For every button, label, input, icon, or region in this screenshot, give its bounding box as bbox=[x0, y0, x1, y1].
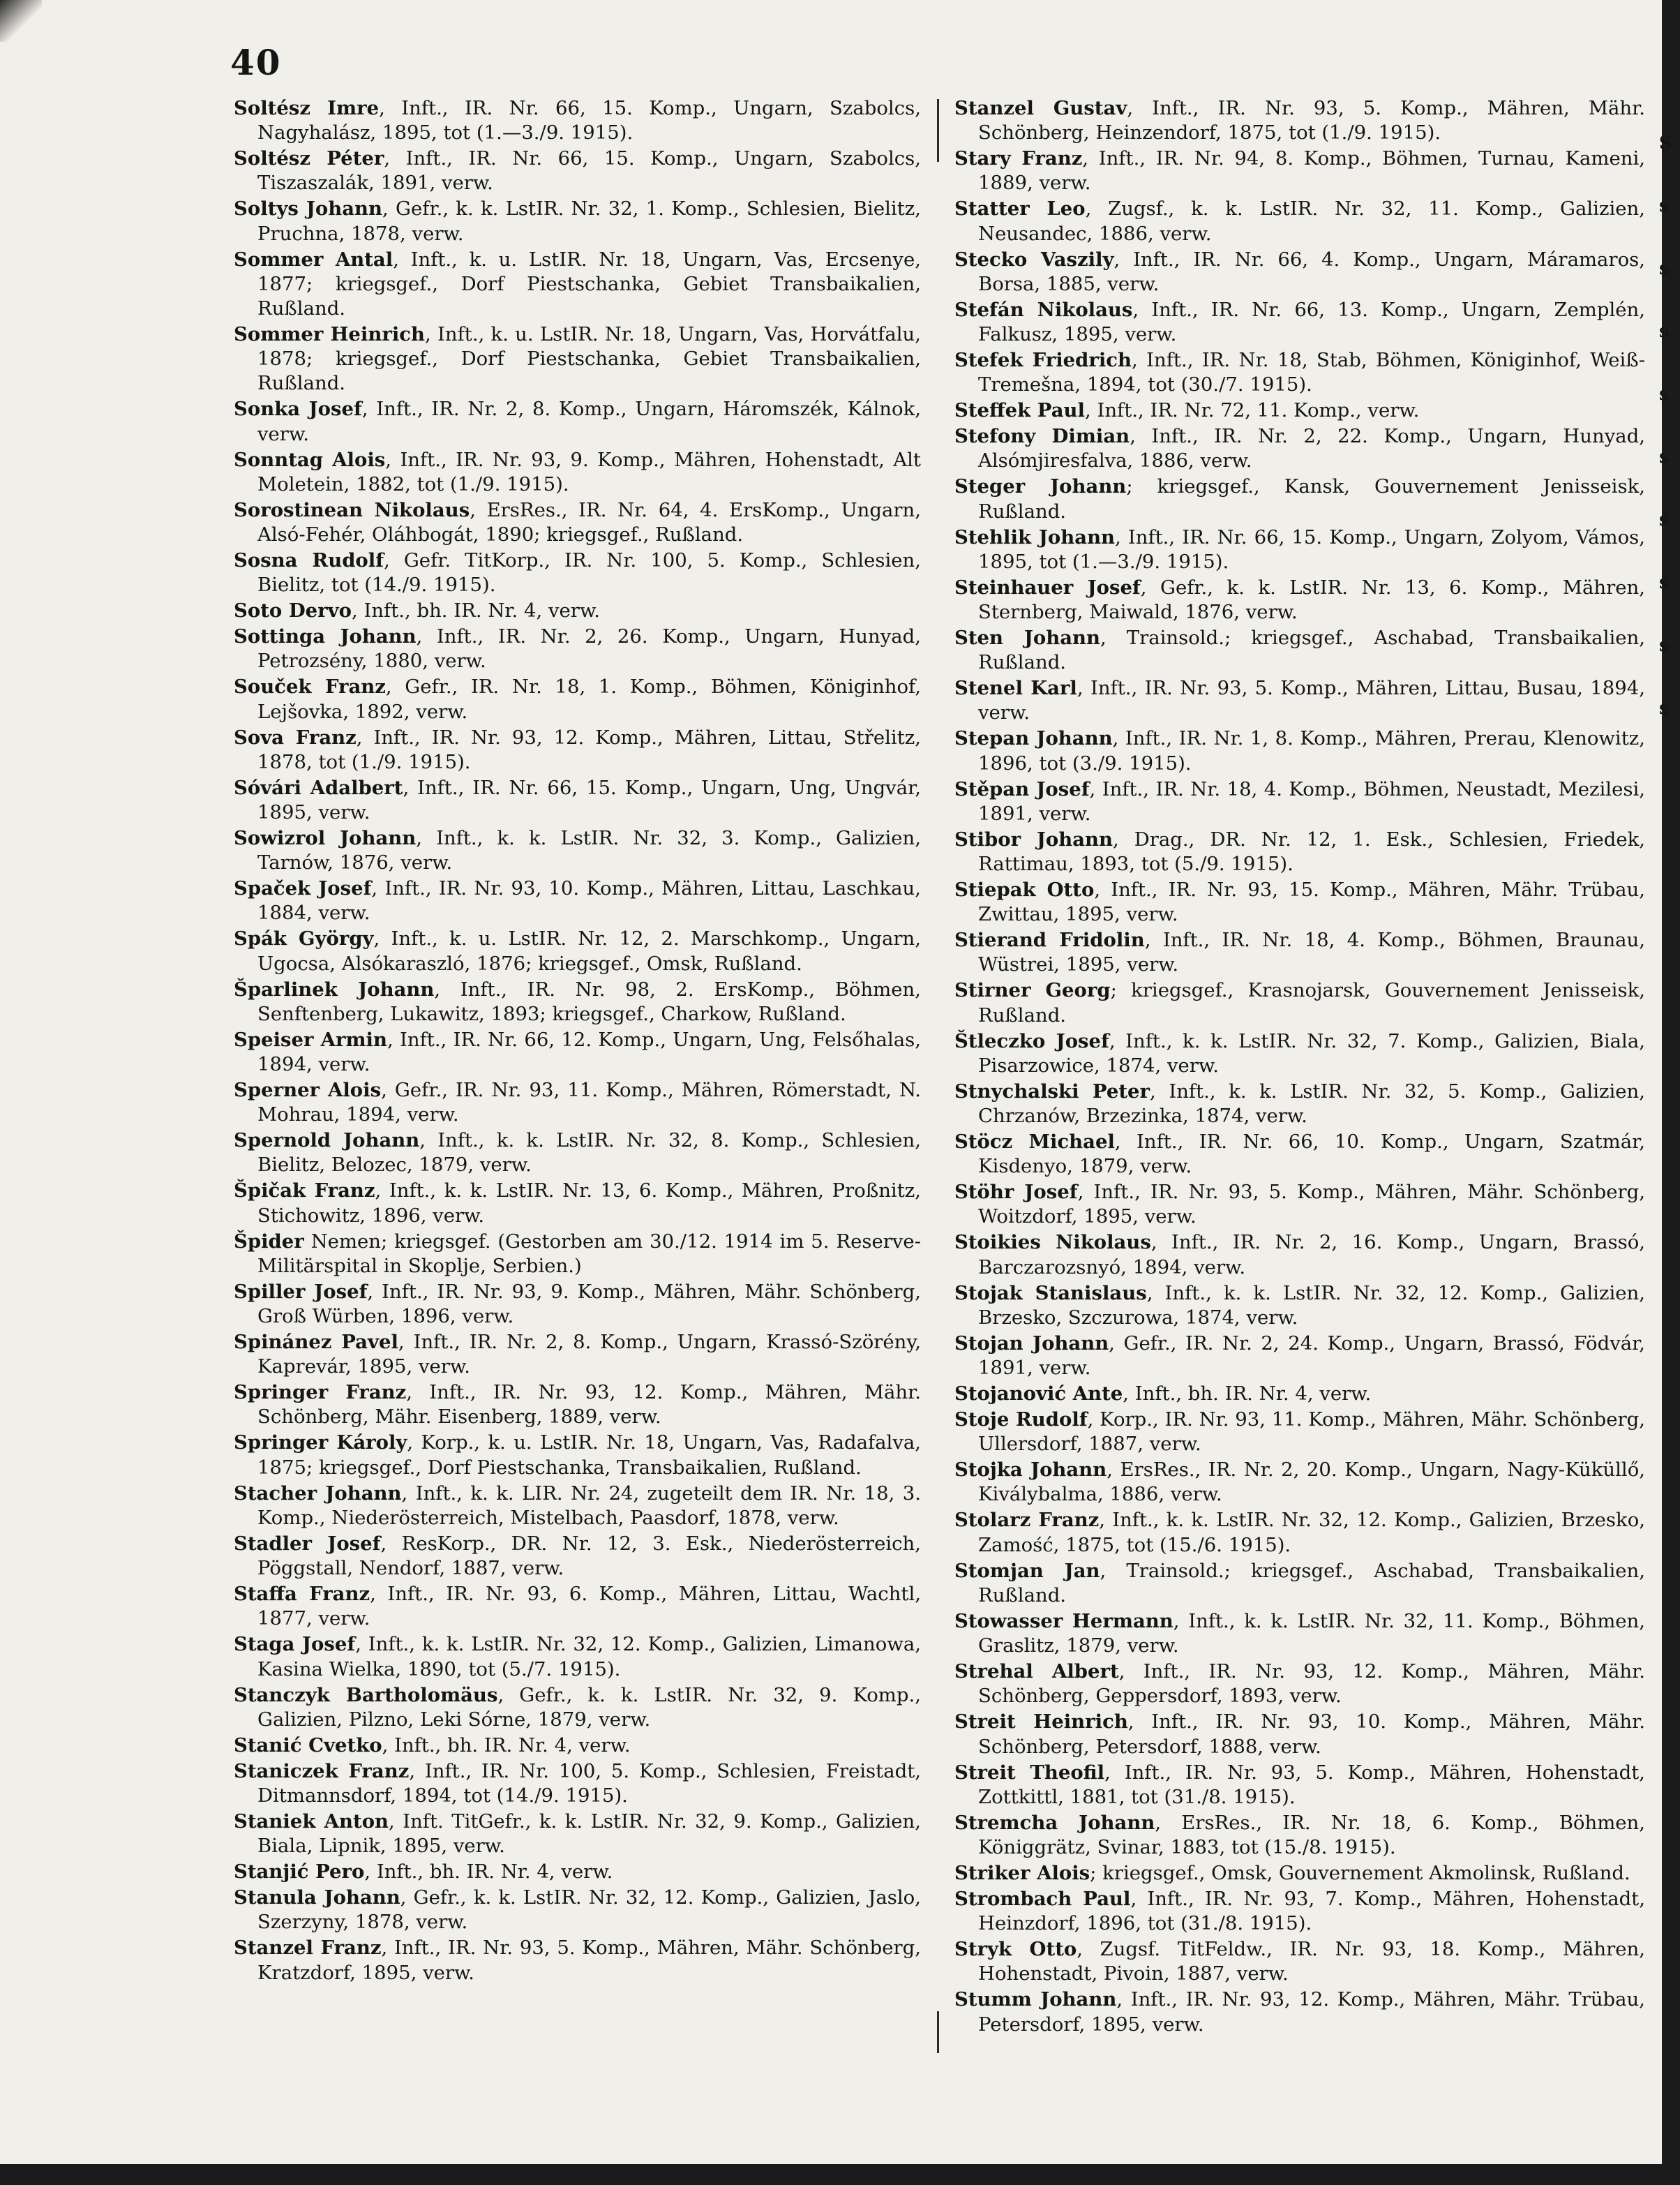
entry-details: , Inft., IR. Nr. 2, 26. Komp., Ungarn, Hunyad, Petrozsény, 1880, verw. bbox=[257, 625, 921, 673]
edge-letter: s bbox=[1659, 572, 1670, 593]
list-item bbox=[954, 726, 1645, 775]
entry-details: , ResKorp., DR. Nr. 12, 3. Esk., Niederösterreich, Pöggstall, Nendorf, 1887, verw. bbox=[257, 1532, 921, 1580]
list-item bbox=[954, 1332, 1645, 1380]
entry-name: Sperner Alois bbox=[234, 1079, 382, 1102]
entry-details: , Inft., IR. Nr. 93, 10. Komp., Mähren, Mähr. Schönberg, Petersdorf, 1888, verw. bbox=[978, 1710, 1645, 1758]
entry-name: Stefek Friedrich bbox=[954, 349, 1132, 372]
list-item bbox=[234, 978, 921, 1027]
entry-name: Špider bbox=[234, 1230, 304, 1253]
entry-name: Spiller Josef bbox=[234, 1280, 368, 1303]
entry-name: Springer Franz bbox=[234, 1381, 407, 1404]
entry-details: , Inft., IR. Nr. 94, 8. Komp., Böhmen, Turnau, Kameni, 1889, verw. bbox=[978, 147, 1645, 195]
entry-name: Stefony Dimian bbox=[954, 425, 1130, 448]
entry-name: Sorostinean Nikolaus bbox=[234, 498, 470, 521]
list-item bbox=[234, 1683, 921, 1732]
entry-name: Spinánez Pavel bbox=[234, 1331, 398, 1354]
entry-name: Staniek Anton bbox=[234, 1810, 389, 1833]
list-item bbox=[234, 1028, 921, 1077]
entry-details: , Inft., IR. Nr. 1, 8. Komp., Mähren, Prerau, Klenowitz, 1896, tot (3./9. 1915). bbox=[978, 727, 1646, 775]
entry-name: Statter Leo bbox=[954, 197, 1086, 221]
edge-letter: s bbox=[1659, 698, 1670, 719]
entry-details: , Inft., IR. Nr. 2, 8. Komp., Ungarn, Krassó-Szörény, Kaprevár, 1895, verw. bbox=[257, 1331, 922, 1378]
entry-name: Strombach Paul bbox=[954, 1887, 1131, 1910]
edge-letter: s bbox=[1659, 509, 1670, 530]
list-item bbox=[234, 877, 921, 925]
entry-details: , Inft., k. k. LstIR. Nr. 32, 12. Komp., Galizien, Brzesko, Zamość, 1875, tot (15./6. 1915). bbox=[978, 1509, 1645, 1556]
list-item bbox=[234, 1759, 921, 1808]
entry-details: , Inft., IR. Nr. 66, 13. Komp., Ungarn, Zemplén, Falkusz, 1895, verw. bbox=[978, 298, 1646, 346]
list-item bbox=[234, 448, 921, 497]
entry-details: , Inft., IR. Nr. 93, 10. Komp., Mähren, Littau, Laschkau, 1884, verw. bbox=[257, 877, 921, 925]
entry-details: , Inft., IR. Nr. 93, 12. Komp., Mähren, Mähr. Schönberg, Mähr. Eisenberg, 1889, verw. bbox=[257, 1381, 921, 1429]
list-item bbox=[234, 1860, 921, 1884]
list-item bbox=[954, 147, 1645, 195]
entry-name: Steffek Paul bbox=[954, 399, 1085, 422]
list-item bbox=[954, 1080, 1645, 1128]
entry-details: , Inft., k. k. LstIR. Nr. 32, 3. Komp., Galizien, Tarnów, 1876, verw. bbox=[257, 827, 921, 874]
list-item bbox=[234, 599, 921, 623]
list-item bbox=[234, 397, 921, 446]
list-item bbox=[954, 626, 1645, 675]
entry-name: Soltész Imre bbox=[234, 97, 380, 119]
list-item bbox=[234, 1886, 921, 1934]
list-item bbox=[954, 1937, 1645, 1986]
entry-name: Sosna Rudolf bbox=[234, 549, 384, 572]
list-item bbox=[954, 1408, 1645, 1456]
entry-details: , Inft., bh. IR. Nr. 4, verw. bbox=[364, 1860, 613, 1884]
page-number: 40 bbox=[230, 42, 282, 83]
list-item bbox=[954, 1508, 1645, 1557]
edge-letter: s bbox=[1659, 321, 1670, 342]
entry-name: Spernold Johann bbox=[234, 1129, 420, 1152]
entry-name: Spaček Josef bbox=[234, 877, 372, 900]
list-item bbox=[954, 1559, 1645, 1608]
list-item bbox=[234, 927, 921, 976]
entry-name: Stojka Johann bbox=[954, 1459, 1107, 1482]
list-item bbox=[954, 676, 1645, 725]
entry-details: , Inft., k. u. LstIR. Nr. 18, Ungarn, Vas, Ercsenye, 1877; kriegsgef., Dorf Piestschanka, Gebiet Transbaikalien, Rußland. bbox=[257, 248, 921, 320]
entry-name: Soto Dervo bbox=[234, 599, 352, 622]
list-item bbox=[954, 1710, 1645, 1759]
entry-details: , Inft., k. k. LstIR. Nr. 32, 7. Komp., Galizien, Biala, Pisarzowice, 1874, verw. bbox=[978, 1029, 1645, 1077]
entry-name: Špičak Franz bbox=[234, 1179, 375, 1202]
entry-name: Sonka Josef bbox=[234, 398, 362, 421]
entry-details: , Inft., IR. Nr. 93, 5. Komp., Mähren, Hohenstadt, Zottkittl, 1881, tot (31./8. 1915). bbox=[978, 1761, 1645, 1808]
list-item bbox=[234, 1179, 921, 1228]
entry-name: Stöhr Josef bbox=[954, 1181, 1078, 1204]
entry-name: Štleczko Josef bbox=[954, 1029, 1109, 1052]
list-item bbox=[234, 1078, 921, 1127]
entry-name: Sowizrol Johann bbox=[234, 827, 417, 850]
entry-name: Sova Franz bbox=[234, 726, 357, 749]
entry-details: , Gefr., IR. Nr. 2, 24. Komp., Ungarn, Brassó, Födvár, 1891, verw. bbox=[978, 1332, 1645, 1380]
entry-name: Stryk Otto bbox=[954, 1938, 1077, 1961]
entry-details: , Inft., bh. IR. Nr. 4, verw. bbox=[1123, 1382, 1372, 1405]
list-item bbox=[234, 1810, 921, 1858]
list-item bbox=[954, 878, 1645, 927]
entry-details: , Inft., bh. IR. Nr. 4, verw. bbox=[382, 1733, 631, 1757]
list-item bbox=[954, 96, 1645, 145]
list-item bbox=[954, 398, 1645, 423]
list-item bbox=[954, 928, 1645, 977]
entry-details: ; kriegsgef., Omsk, Gouvernement Akmolinsk, Rußland. bbox=[1090, 1861, 1630, 1884]
left-column bbox=[234, 96, 921, 1987]
list-item bbox=[234, 1380, 921, 1429]
entry-name: Stanić Cvetko bbox=[234, 1733, 382, 1757]
entry-name: Striker Alois bbox=[954, 1861, 1090, 1884]
entry-name: Stadler Josef bbox=[234, 1532, 381, 1555]
list-item bbox=[234, 147, 921, 195]
entry-name: Stanzel Franz bbox=[234, 1937, 382, 1960]
list-item bbox=[234, 826, 921, 875]
list-item bbox=[234, 776, 921, 825]
list-item bbox=[234, 625, 921, 673]
entry-name: Stěpan Josef bbox=[954, 777, 1090, 800]
entry-name: Stacher Johann bbox=[234, 1482, 402, 1505]
list-item bbox=[234, 1733, 921, 1758]
list-item bbox=[954, 1458, 1645, 1507]
entry-name: Stojanović Ante bbox=[954, 1382, 1123, 1405]
entry-details: , Zugsf., k. k. LstIR. Nr. 32, 11. Komp., Galizien, Neusandec, 1886, verw. bbox=[978, 197, 1645, 245]
entry-name: Stirner Georg bbox=[954, 979, 1111, 1002]
list-item bbox=[234, 322, 921, 396]
entry-details: , Inft., IR. Nr. 93, 9. Komp., Mähren, Mähr. Schönberg, Groß Würben, 1896, verw. bbox=[257, 1280, 921, 1328]
list-item bbox=[234, 1431, 921, 1479]
entry-details: , Inft., IR. Nr. 93, 15. Komp., Mähren, Mähr. Trübau, Zwittau, 1895, verw. bbox=[978, 879, 1645, 926]
entry-name: Stowasser Hermann bbox=[954, 1609, 1173, 1632]
entry-details: , Inft., IR. Nr. 93, 12. Komp., Mähren, Littau, Střelitz, 1878, tot (1./9. 1915). bbox=[257, 726, 921, 773]
list-item bbox=[234, 197, 921, 246]
entry-name: Stoje Rudolf bbox=[954, 1408, 1088, 1431]
entry-name: Stoikies Nikolaus bbox=[954, 1231, 1151, 1254]
entry-name: Sonntag Alois bbox=[234, 448, 386, 471]
entry-details: , Inft., IR. Nr. 2, 8. Komp., Ungarn, Háromszék, Kálnok, verw. bbox=[257, 398, 921, 445]
entry-name: Springer Károly bbox=[234, 1431, 407, 1454]
list-item bbox=[954, 424, 1645, 473]
entry-name: Stary Franz bbox=[954, 147, 1083, 170]
list-item bbox=[954, 525, 1645, 574]
entry-details: , Inft., k. u. LstIR. Nr. 12, 2. Marschkomp., Ungarn, Ugocsa, Alsókaraszló, 1876; kriegsgef., Omsk, Rußland. bbox=[257, 927, 921, 975]
list-item bbox=[954, 828, 1645, 877]
right-column bbox=[954, 96, 1645, 2038]
entry-details: , Inft., IR. Nr. 66, 15. Komp., Ungarn, Zolyom, Vámos, 1895, tot (1.—3./9. 1915). bbox=[978, 525, 1645, 573]
entry-name: Stojan Johann bbox=[954, 1332, 1109, 1355]
entry-details: , Inft., IR. Nr. 66, 15. Komp., Ungarn, Szabolcs, Nagyhalász, 1895, tot (1.—3./9. 1915). bbox=[257, 97, 921, 144]
entry-details: , Inft., bh. IR. Nr. 4, verw. bbox=[351, 599, 600, 622]
entry-name: Stierand Fridolin bbox=[954, 929, 1145, 952]
entry-details: , Inft., IR. Nr. 2, 16. Komp., Ungarn, Brassó, Barczarozsnyó, 1894, verw. bbox=[978, 1231, 1645, 1278]
entry-details: , Inft., IR. Nr. 66, 4. Komp., Ungarn, Máramaros, Borsa, 1885, verw. bbox=[978, 248, 1645, 295]
list-item bbox=[234, 1280, 921, 1329]
list-item bbox=[234, 248, 921, 322]
list-item bbox=[234, 1936, 921, 1985]
list-item bbox=[954, 1180, 1645, 1229]
list-item bbox=[954, 1609, 1645, 1658]
entry-details: , Inft. TitGefr., k. k. LstIR. Nr. 32, 9. Komp., Galizien, Biala, Lipnik, 1895, verw. bbox=[257, 1810, 921, 1858]
list-item bbox=[954, 298, 1645, 347]
list-item bbox=[954, 1761, 1645, 1810]
entry-details: , Inft., IR. Nr. 93, 12. Komp., Mähren, Mähr. Trübau, Petersdorf, 1895, verw. bbox=[978, 1988, 1646, 2036]
entry-details: , Inft., k. k. LstIR. Nr. 32, 12. Komp., Galizien, Brzesko, Szczurowa, 1874, verw. bbox=[978, 1281, 1645, 1329]
list-item bbox=[954, 475, 1645, 523]
entry-name: Soltész Péter bbox=[234, 147, 384, 170]
entry-name: Staniczek Franz bbox=[234, 1759, 410, 1782]
entry-details: , Gefr. TitKorp., IR. Nr. 100, 5. Komp., Schlesien, Bielitz, tot (14./9. 1915). bbox=[257, 549, 921, 597]
list-item bbox=[954, 576, 1645, 625]
entry-name: Steinhauer Josef bbox=[954, 576, 1141, 599]
list-item bbox=[234, 1582, 921, 1631]
entry-name: Spák György bbox=[234, 927, 374, 950]
list-item bbox=[234, 549, 921, 597]
entry-details: , ErsRes., IR. Nr. 2, 20. Komp., Ungarn, Nagy-Küküllő, Kiválybalma, 1886, verw. bbox=[978, 1459, 1645, 1506]
entry-details: , Inft., k. k. LstIR. Nr. 32, 8. Komp., Schlesien, Bielitz, Belozec, 1879, verw. bbox=[257, 1129, 921, 1177]
list-item bbox=[234, 1230, 921, 1278]
entry-details: , Inft., IR. Nr. 93, 6. Komp., Mähren, Littau, Wachtl, 1877, verw. bbox=[257, 1583, 921, 1630]
entry-details: , Inft., IR. Nr. 93, 7. Komp., Mähren, Hohenstadt, Heinzdorf, 1896, tot (31./8. 1915). bbox=[978, 1887, 1645, 1935]
entry-name: Šparlinek Johann bbox=[234, 978, 435, 1001]
entry-name: Stumm Johann bbox=[954, 1988, 1117, 2011]
list-item bbox=[954, 1811, 1645, 1860]
list-item bbox=[234, 1632, 921, 1681]
entry-name: Sten Johann bbox=[954, 627, 1101, 650]
entry-name: Stiepak Otto bbox=[954, 879, 1095, 902]
entry-name: Staffa Franz bbox=[234, 1583, 370, 1606]
entry-details: , Gefr., IR. Nr. 18, 1. Komp., Böhmen, Königinhof, Lejšovka, 1892, verw. bbox=[257, 676, 921, 723]
list-item bbox=[234, 1330, 921, 1379]
entry-details: , Inft., IR. Nr. 18, Stab, Böhmen, Königinhof, Weiß-Tremešna, 1894, tot (30./7. 1915). bbox=[978, 349, 1645, 396]
entry-details: ; kriegsgef., Kansk, Gouvernement Jenisseisk, Rußland. bbox=[978, 475, 1645, 523]
entry-details: , ErsRes., IR. Nr. 64, 4. ErsKomp., Ungarn, Alsó-Fehér, Oláhbogát, 1890; kriegsgef., Rußland. bbox=[257, 498, 921, 546]
list-item bbox=[954, 1887, 1645, 1936]
entry-details: , Gefr., k. k. LstIR. Nr. 32, 12. Komp., Galizien, Jaslo, Szerzyny, 1878, verw. bbox=[257, 1886, 921, 1934]
entry-name: Strehal Albert bbox=[954, 1660, 1119, 1683]
entry-details: , Inft., IR. Nr. 72, 11. Komp., verw. bbox=[1084, 399, 1420, 422]
entry-details: , Korp., IR. Nr. 93, 11. Komp., Mähren, Mähr. Schönberg, Ullersdorf, 1887, verw. bbox=[978, 1408, 1645, 1456]
entry-details: , ErsRes., IR. Nr. 18, 6. Komp., Böhmen, Königgrätz, Svinar, 1883, tot (15./8. 1915). bbox=[978, 1811, 1646, 1858]
entry-name: Streit Heinrich bbox=[954, 1710, 1128, 1733]
entry-name: Stefán Nikolaus bbox=[954, 298, 1133, 321]
list-item bbox=[234, 675, 921, 724]
edge-letter: s bbox=[1659, 635, 1670, 656]
entry-name: Stolarz Franz bbox=[954, 1509, 1100, 1532]
edge-letter: s bbox=[1659, 384, 1670, 405]
list-item bbox=[954, 1861, 1645, 1886]
entry-details: , Gefr., IR. Nr. 93, 11. Komp., Mähren, Römerstadt, N. Mohrau, 1894, verw. bbox=[257, 1079, 921, 1126]
entry-details: , Zugsf. TitFeldw., IR. Nr. 93, 18. Komp., Mähren, Hohenstadt, Pivoin, 1887, verw. bbox=[978, 1938, 1645, 1985]
entry-details: , Inft., k. u. LstIR. Nr. 18, Ungarn, Vas, Horvátfalu, 1878; kriegsgef., Dorf Piestschanka, Gebiet Transbaikalien, Rußland. bbox=[257, 323, 921, 395]
list-item bbox=[954, 1230, 1645, 1279]
list-item bbox=[234, 498, 921, 547]
entry-name: Steger Johann bbox=[954, 475, 1127, 498]
entry-details: , Inft., IR. Nr. 93, 5. Komp., Mähren, Mähr. Schönberg, Heinzendorf, 1875, tot (1./9. 1915). bbox=[978, 97, 1645, 144]
entry-details: , Inft., IR. Nr. 66, 12. Komp., Ungarn, Ung, Felsőhalas, 1894, verw. bbox=[257, 1028, 921, 1076]
entry-details: , Inft., k. k. LIR. Nr. 24, zugeteilt dem IR. Nr. 18, 3. Komp., Niederösterreich, Mistelbach, Paasdorf, 1878, verw. bbox=[257, 1482, 921, 1529]
list-item bbox=[234, 96, 921, 145]
list-item bbox=[954, 978, 1645, 1027]
entry-details: , Inft., IR. Nr. 66, 10. Komp., Ungarn, Szatmár, Kisdenyo, 1879, verw. bbox=[978, 1131, 1645, 1178]
entry-name: Staga Josef bbox=[234, 1633, 356, 1656]
entry-details: , Inft., IR. Nr. 66, 15. Komp., Ungarn, Ung, Ungvár, 1895, verw. bbox=[257, 776, 921, 824]
entry-name: Sottinga Johann bbox=[234, 625, 417, 648]
entry-name: Stanula Johann bbox=[234, 1886, 400, 1909]
list-item bbox=[954, 348, 1645, 397]
list-item bbox=[954, 1988, 1645, 2036]
scan-bottom-edge bbox=[0, 2164, 1680, 2185]
entry-details: ; kriegsgef., Krasnojarsk, Gouvernement Jenisseisk, Rußland. bbox=[978, 979, 1645, 1027]
entry-name: Stöcz Michael bbox=[954, 1131, 1115, 1154]
entry-name: Streit Theofil bbox=[954, 1761, 1105, 1784]
entry-details: , Inft., IR. Nr. 93, 12. Komp., Mähren, Mähr. Schönberg, Geppersdorf, 1893, verw. bbox=[978, 1660, 1645, 1708]
entry-details: , Inft., k. k. LstIR. Nr. 32, 12. Komp., Galizien, Limanowa, Kasina Wielka, 1890, tot (5./7. 1915). bbox=[257, 1633, 921, 1680]
list-item bbox=[954, 1281, 1645, 1330]
entry-name: Stremcha Johann bbox=[954, 1811, 1155, 1834]
scan-corner-shadow bbox=[0, 0, 42, 42]
entry-details: , Gefr., k. k. LstIR. Nr. 13, 6. Komp., Mähren, Sternberg, Maiwald, 1876, verw. bbox=[978, 576, 1645, 624]
entry-name: Sommer Heinrich bbox=[234, 323, 426, 346]
entry-details: , Korp., k. u. LstIR. Nr. 18, Ungarn, Vas, Radafalva, 1875; kriegsgef., Dorf Piestschanka, Transbaikalien, Rußland. bbox=[257, 1431, 922, 1479]
entry-details: , Gefr., k. k. LstIR. Nr. 32, 1. Komp., Schlesien, Bielitz, Pruchna, 1878, verw. bbox=[257, 197, 921, 245]
entry-name: Stepan Johann bbox=[954, 727, 1113, 750]
entry-name: Stehlik Johann bbox=[954, 525, 1116, 549]
entry-name: Sommer Antal bbox=[234, 248, 393, 271]
edge-letter: S bbox=[1659, 133, 1672, 154]
entry-details: , Inft., IR. Nr. 93, 5. Komp., Mähren, Mähr. Schönberg, Kratzdorf, 1895, verw. bbox=[257, 1937, 922, 1984]
entry-details: Nemen; kriegsgef. (Gestorben am 30./12. 1914 im 5. Reserve-Militärspital in Skoplje, Serbien.) bbox=[257, 1230, 921, 1277]
entry-details: , Trainsold.; kriegsgef., Aschabad, Transbaikalien, Rußland. bbox=[978, 627, 1646, 674]
list-item bbox=[954, 197, 1645, 246]
entry-name: Stanczyk Bartholomäus bbox=[234, 1683, 498, 1706]
entry-name: Stnychalski Peter bbox=[954, 1080, 1150, 1103]
entry-details: , Inft., IR. Nr. 93, 9. Komp., Mähren, Hohenstadt, Alt Moletein, 1882, tot (1./9. 1915). bbox=[257, 448, 921, 495]
entry-name: Stojak Stanislaus bbox=[954, 1281, 1147, 1304]
entry-details: , Inft., IR. Nr. 100, 5. Komp., Schlesien, Freistadt, Ditmannsdorf, 1894, tot (14./9. 1915). bbox=[257, 1759, 921, 1807]
entry-name: Stanjić Pero bbox=[234, 1860, 365, 1884]
entry-details: , Trainsold.; kriegsgef., Aschabad, Transbaikalien, Rußland. bbox=[978, 1559, 1645, 1606]
entry-details: , Inft., k. k. LstIR. Nr. 13, 6. Komp., Mähren, Proßnitz, Stichowitz, 1896, verw. bbox=[257, 1179, 921, 1227]
column-divider bbox=[937, 99, 939, 2053]
list-item bbox=[234, 1532, 921, 1581]
list-item bbox=[234, 1482, 921, 1530]
edge-letter: s bbox=[1659, 195, 1670, 216]
entry-details: , Inft., IR. Nr. 66, 15. Komp., Ungarn, Szabolcs, Tiszaszalák, 1891, verw. bbox=[257, 147, 921, 195]
list-item bbox=[954, 1029, 1645, 1078]
entry-details: , Inft., IR. Nr. 18, 4. Komp., Böhmen, Braunau, Wüstrei, 1895, verw. bbox=[978, 929, 1646, 976]
adjacent-page-edge-letters bbox=[1659, 112, 1676, 740]
entry-details: , Drag., DR. Nr. 12, 1. Esk., Schlesien, Friedek, Rattimau, 1893, tot (5./9. 1915). bbox=[978, 828, 1645, 876]
entry-name: Souček Franz bbox=[234, 676, 386, 699]
entry-name: Soltys Johann bbox=[234, 197, 383, 221]
entry-name: Stomjan Jan bbox=[954, 1559, 1100, 1582]
list-item bbox=[234, 726, 921, 775]
edge-letter: s bbox=[1659, 258, 1670, 279]
entry-details: , Inft., IR. Nr. 93, 5. Komp., Mähren, Littau, Busau, 1894, verw. bbox=[978, 677, 1645, 724]
list-item bbox=[954, 1130, 1645, 1179]
entry-name: Stenel Karl bbox=[954, 677, 1077, 700]
entry-name: Speiser Armin bbox=[234, 1028, 387, 1051]
entry-name: Stibor Johann bbox=[954, 828, 1113, 851]
entry-details: , Inft., k. k. LstIR. Nr. 32, 11. Komp., Böhmen, Graslitz, 1879, verw. bbox=[978, 1609, 1646, 1657]
entry-name: Stecko Vaszily bbox=[954, 248, 1114, 271]
list-item bbox=[234, 1128, 921, 1177]
entry-details: , Inft., IR. Nr. 93, 5. Komp., Mähren, Mähr. Schönberg, Woitzdorf, 1895, verw. bbox=[978, 1181, 1646, 1228]
list-item bbox=[954, 1660, 1645, 1708]
entry-name: Stanzel Gustav bbox=[954, 97, 1127, 119]
list-item bbox=[954, 1382, 1645, 1406]
entry-details: , Inft., IR. Nr. 18, 4. Komp., Böhmen, Neustadt, Mezilesi, 1891, verw. bbox=[978, 777, 1646, 825]
list-item bbox=[954, 248, 1645, 297]
edge-letter: s bbox=[1659, 447, 1670, 468]
entry-details: , Inft., IR. Nr. 98, 2. ErsKomp., Böhmen, Senftenberg, Lukawitz, 1893; kriegsgef., Charkow, Rußland. bbox=[257, 978, 921, 1025]
entry-details: , Inft., IR. Nr. 2, 22. Komp., Ungarn, Hunyad, Alsómjiresfalva, 1886, verw. bbox=[978, 425, 1645, 472]
entry-details: , Gefr., k. k. LstIR. Nr. 32, 9. Komp., Galizien, Pilzno, Leki Sórne, 1879, verw. bbox=[257, 1683, 921, 1731]
entry-name: Sóvári Adalbert bbox=[234, 776, 403, 799]
list-item bbox=[954, 777, 1645, 826]
entry-details: , Inft., k. k. LstIR. Nr. 32, 5. Komp., Galizien, Chrzanów, Brzezinka, 1874, verw. bbox=[978, 1080, 1645, 1128]
